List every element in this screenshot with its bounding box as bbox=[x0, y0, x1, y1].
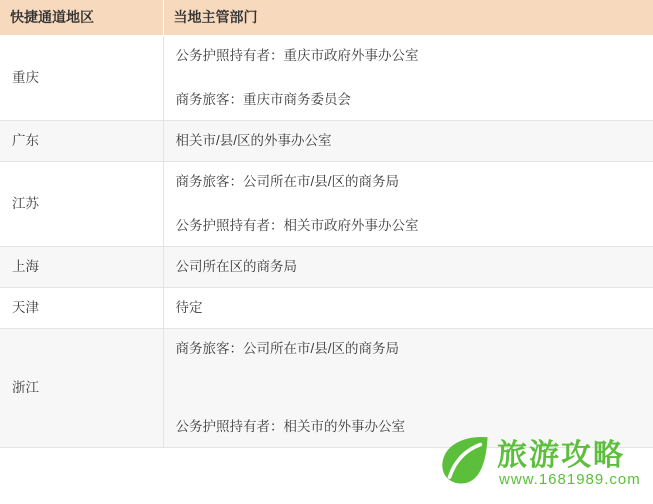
watermark-title: 旅游攻略 bbox=[497, 439, 625, 472]
table-body bbox=[0, 36, 653, 448]
dept-line: 公司所在区的商务局 bbox=[175, 259, 297, 274]
watermark-subtitle: www.1681989.com bbox=[499, 471, 641, 488]
table-header bbox=[0, 0, 653, 36]
cell-region: 上海 bbox=[0, 247, 163, 288]
cell-department bbox=[163, 329, 653, 448]
cell-department bbox=[163, 247, 653, 288]
cell-region: 广东 bbox=[0, 121, 163, 162]
dept-line: 待定 bbox=[175, 300, 203, 315]
cell-department bbox=[163, 288, 653, 329]
column-header-region: 快捷通道地区 bbox=[0, 0, 163, 36]
cell-region: 江苏 bbox=[0, 162, 163, 247]
dept-line: 公务护照持有者：重庆市政府外事办公室 bbox=[175, 48, 419, 63]
cell-region: 天津 bbox=[0, 288, 163, 329]
table-header-row bbox=[0, 0, 653, 36]
table-row bbox=[0, 36, 653, 121]
table-row bbox=[0, 288, 653, 329]
dept-line: 相关市/县/区的外事办公室 bbox=[175, 133, 332, 148]
column-header-department: 当地主管部门 bbox=[163, 0, 653, 36]
dept-line: 商务旅客：公司所在市/县/区的商务局 bbox=[175, 174, 400, 189]
cell-department bbox=[163, 121, 653, 162]
dept-line: 商务旅客：重庆市商务委员会 bbox=[175, 92, 351, 107]
cell-department bbox=[163, 162, 653, 247]
table-row bbox=[0, 121, 653, 162]
dept-line: 公务护照持有者：相关市政府外事办公室 bbox=[175, 218, 419, 233]
table-row bbox=[0, 329, 653, 448]
cell-region: 重庆 bbox=[0, 36, 163, 121]
table-row bbox=[0, 162, 653, 247]
cell-region: 浙江 bbox=[0, 329, 163, 448]
cell-department bbox=[163, 36, 653, 121]
dept-line: 商务旅客：公司所在市/县/区的商务局 bbox=[175, 341, 400, 356]
table-row bbox=[0, 247, 653, 288]
dept-line: 公务护照持有者：相关市的外事办公室 bbox=[175, 419, 405, 434]
